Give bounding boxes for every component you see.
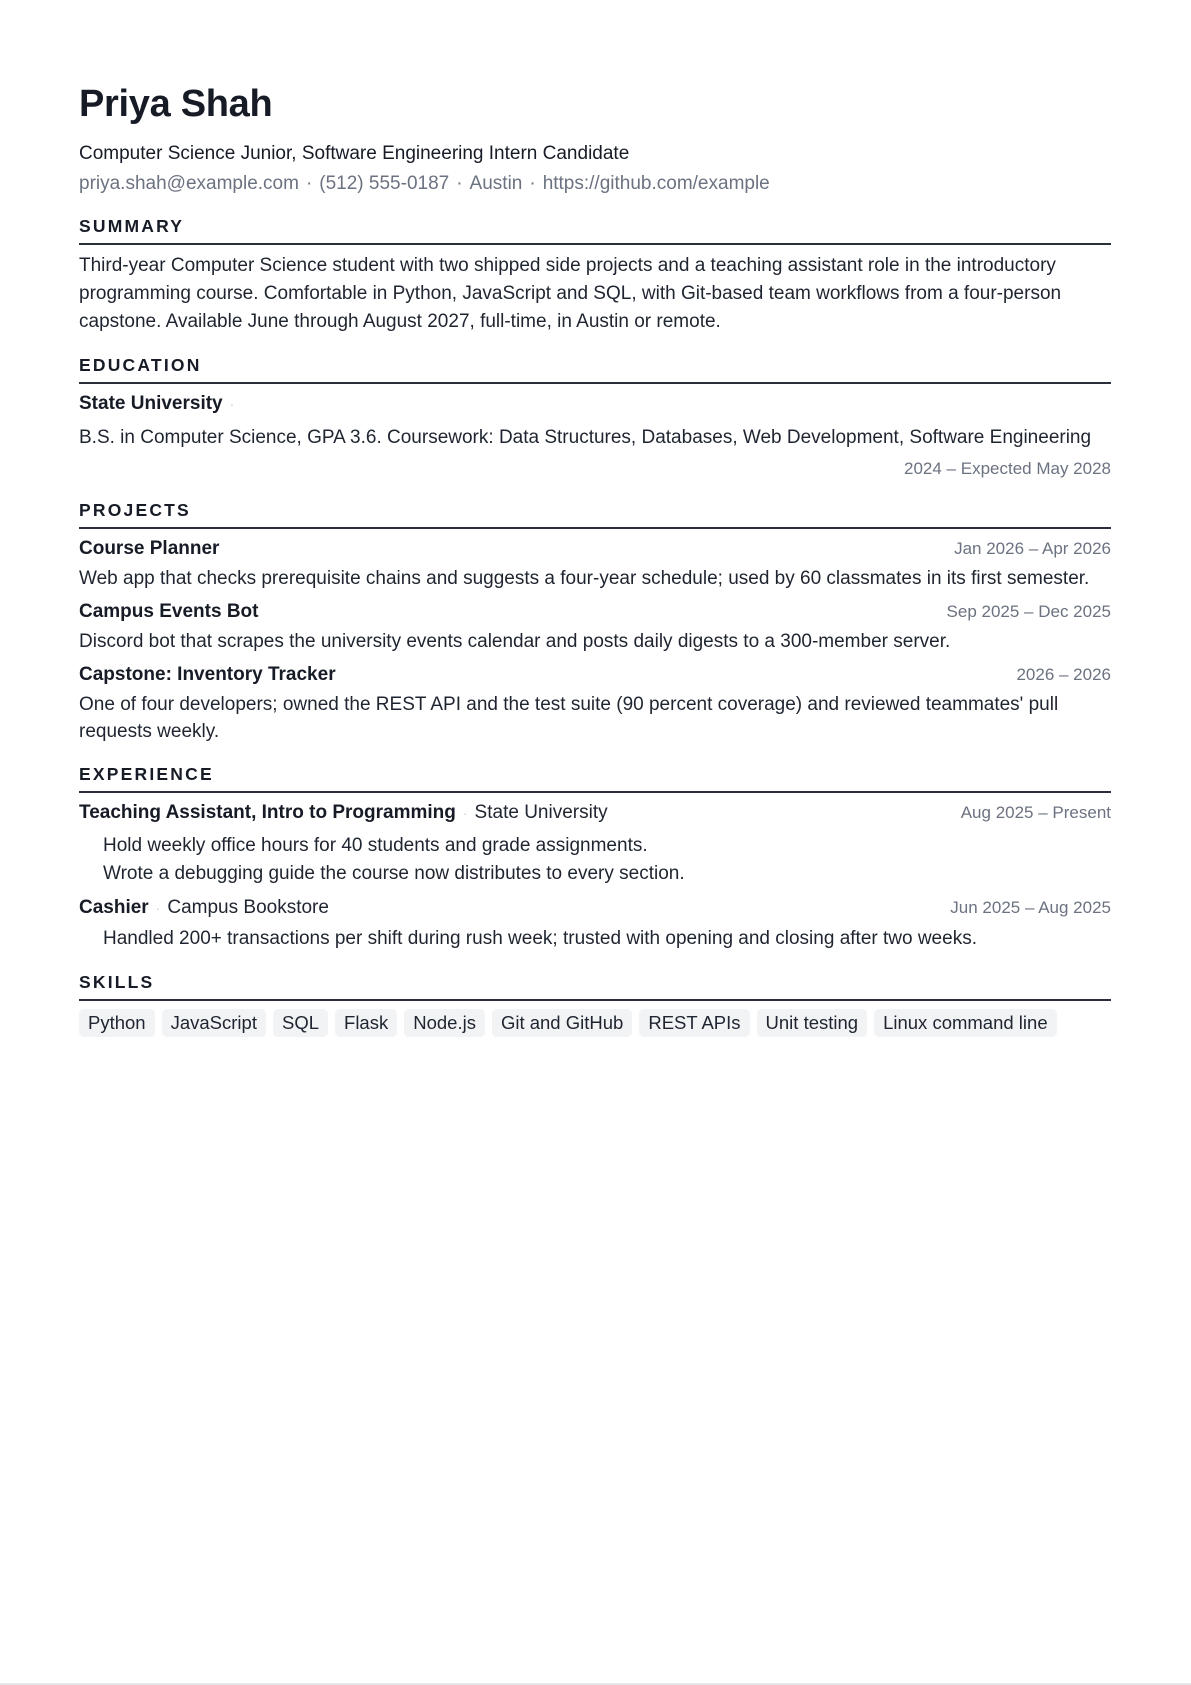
skill-chip: JavaScript bbox=[162, 1009, 266, 1037]
skill-chip: SQL bbox=[273, 1009, 328, 1037]
candidate-headline: Computer Science Junior, Software Engineering Intern Candidate bbox=[79, 143, 630, 164]
project-name: Campus Events Bot bbox=[79, 601, 259, 622]
summary-section bbox=[79, 215, 1111, 336]
separator-dot: · bbox=[229, 396, 235, 412]
experience-org: State University bbox=[474, 802, 608, 823]
project-entry-head bbox=[79, 662, 1111, 688]
skill-chip: Unit testing bbox=[757, 1009, 868, 1037]
contact-email[interactable]: priya.shah@example.com bbox=[79, 173, 299, 194]
education-entry-head bbox=[79, 391, 1111, 418]
experience-bullets bbox=[79, 925, 1111, 953]
project-entry bbox=[79, 662, 1111, 745]
experience-role: Cashier bbox=[79, 897, 149, 918]
summary-heading: SUMMARY bbox=[79, 215, 1111, 245]
project-dates: Jan 2026 – Apr 2026 bbox=[954, 539, 1111, 558]
education-heading: EDUCATION bbox=[79, 354, 1111, 384]
skill-chip: Python bbox=[79, 1009, 155, 1037]
experience-section bbox=[79, 763, 1111, 953]
education-school-line bbox=[79, 391, 241, 418]
experience-role-line bbox=[79, 895, 329, 922]
experience-role-line bbox=[79, 800, 608, 827]
candidate-name: Priya Shah bbox=[79, 83, 273, 125]
project-entry-head bbox=[79, 599, 1111, 625]
skill-chip: REST APIs bbox=[639, 1009, 749, 1037]
skill-chip: Linux command line bbox=[874, 1009, 1057, 1037]
skill-chip: Git and GitHub bbox=[492, 1009, 632, 1037]
experience-entry-head bbox=[79, 895, 1111, 922]
separator-dot: · bbox=[155, 900, 161, 916]
project-name: Course Planner bbox=[79, 538, 220, 559]
separator-dot: · bbox=[462, 805, 468, 821]
experience-org: Campus Bookstore bbox=[167, 897, 329, 918]
experience-bullet: Handled 200+ transactions per shift during rush week; trusted with opening and closing after two weeks. bbox=[103, 928, 977, 949]
experience-bullet: Hold weekly office hours for 40 students and grade assignments. bbox=[103, 835, 648, 856]
experience-entry bbox=[79, 895, 1111, 953]
contact-phone: (512) 555-0187 bbox=[319, 173, 450, 194]
education-school: State University bbox=[79, 393, 223, 414]
resume-page bbox=[79, 78, 1111, 1037]
contact-separator: · bbox=[529, 173, 536, 194]
project-description: Web app that checks prerequisite chains and suggests a four-year schedule; used by 60 classmates in its first semester. bbox=[79, 568, 1090, 589]
education-dates: 2024 – Expected May 2028 bbox=[904, 459, 1111, 478]
skill-chip: Node.js bbox=[404, 1009, 485, 1037]
experience-dates: Aug 2025 – Present bbox=[960, 803, 1111, 822]
project-entry bbox=[79, 599, 1111, 655]
contact-location: Austin bbox=[469, 173, 523, 194]
contact-separator: · bbox=[456, 173, 463, 194]
experience-role: Teaching Assistant, Intro to Programming bbox=[79, 802, 456, 823]
resume-header bbox=[79, 78, 1111, 197]
skills-section bbox=[79, 971, 1111, 1037]
experience-bullets bbox=[79, 832, 1111, 888]
project-dates: 2026 – 2026 bbox=[1016, 665, 1111, 684]
project-description: Discord bot that scrapes the university events calendar and posts daily digests to a 300-member server. bbox=[79, 631, 951, 652]
skills-heading: SKILLS bbox=[79, 971, 1111, 1001]
projects-section bbox=[79, 499, 1111, 745]
experience-bullet: Wrote a debugging guide the course now distributes to every section. bbox=[103, 863, 685, 884]
education-details: B.S. in Computer Science, GPA 3.6. Coursework: Data Structures, Databases, Web Development, Software Engineering bbox=[79, 427, 1092, 448]
contact-line bbox=[79, 171, 1111, 197]
project-entry bbox=[79, 536, 1111, 592]
skill-chip: Flask bbox=[335, 1009, 397, 1037]
project-name: Capstone: Inventory Tracker bbox=[79, 664, 336, 685]
experience-entry bbox=[79, 800, 1111, 888]
experience-entry-head bbox=[79, 800, 1111, 827]
contact-github-link[interactable]: https://github.com/example bbox=[542, 173, 770, 194]
projects-heading: PROJECTS bbox=[79, 499, 1111, 529]
contact-separator: · bbox=[305, 173, 313, 194]
project-entry-head bbox=[79, 536, 1111, 562]
experience-dates: Jun 2025 – Aug 2025 bbox=[950, 898, 1111, 917]
education-entry bbox=[79, 391, 1111, 481]
experience-heading: EXPERIENCE bbox=[79, 763, 1111, 793]
education-section bbox=[79, 354, 1111, 481]
project-dates: Sep 2025 – Dec 2025 bbox=[946, 602, 1111, 621]
summary-text: Third-year Computer Science student with two shipped side projects and a teaching assistant role in the introductory programming course. Comfortable in Python, JavaScript and SQL, with Git-based team workflows from a four-person capstone. Available June through August 2027, full-time, in Austin or remote. bbox=[79, 255, 1062, 332]
skills-list bbox=[79, 1009, 1111, 1037]
project-description: One of four developers; owned the REST API and the test suite (90 percent coverage) and reviewed teammates' pull requests weekly. bbox=[79, 694, 1059, 742]
